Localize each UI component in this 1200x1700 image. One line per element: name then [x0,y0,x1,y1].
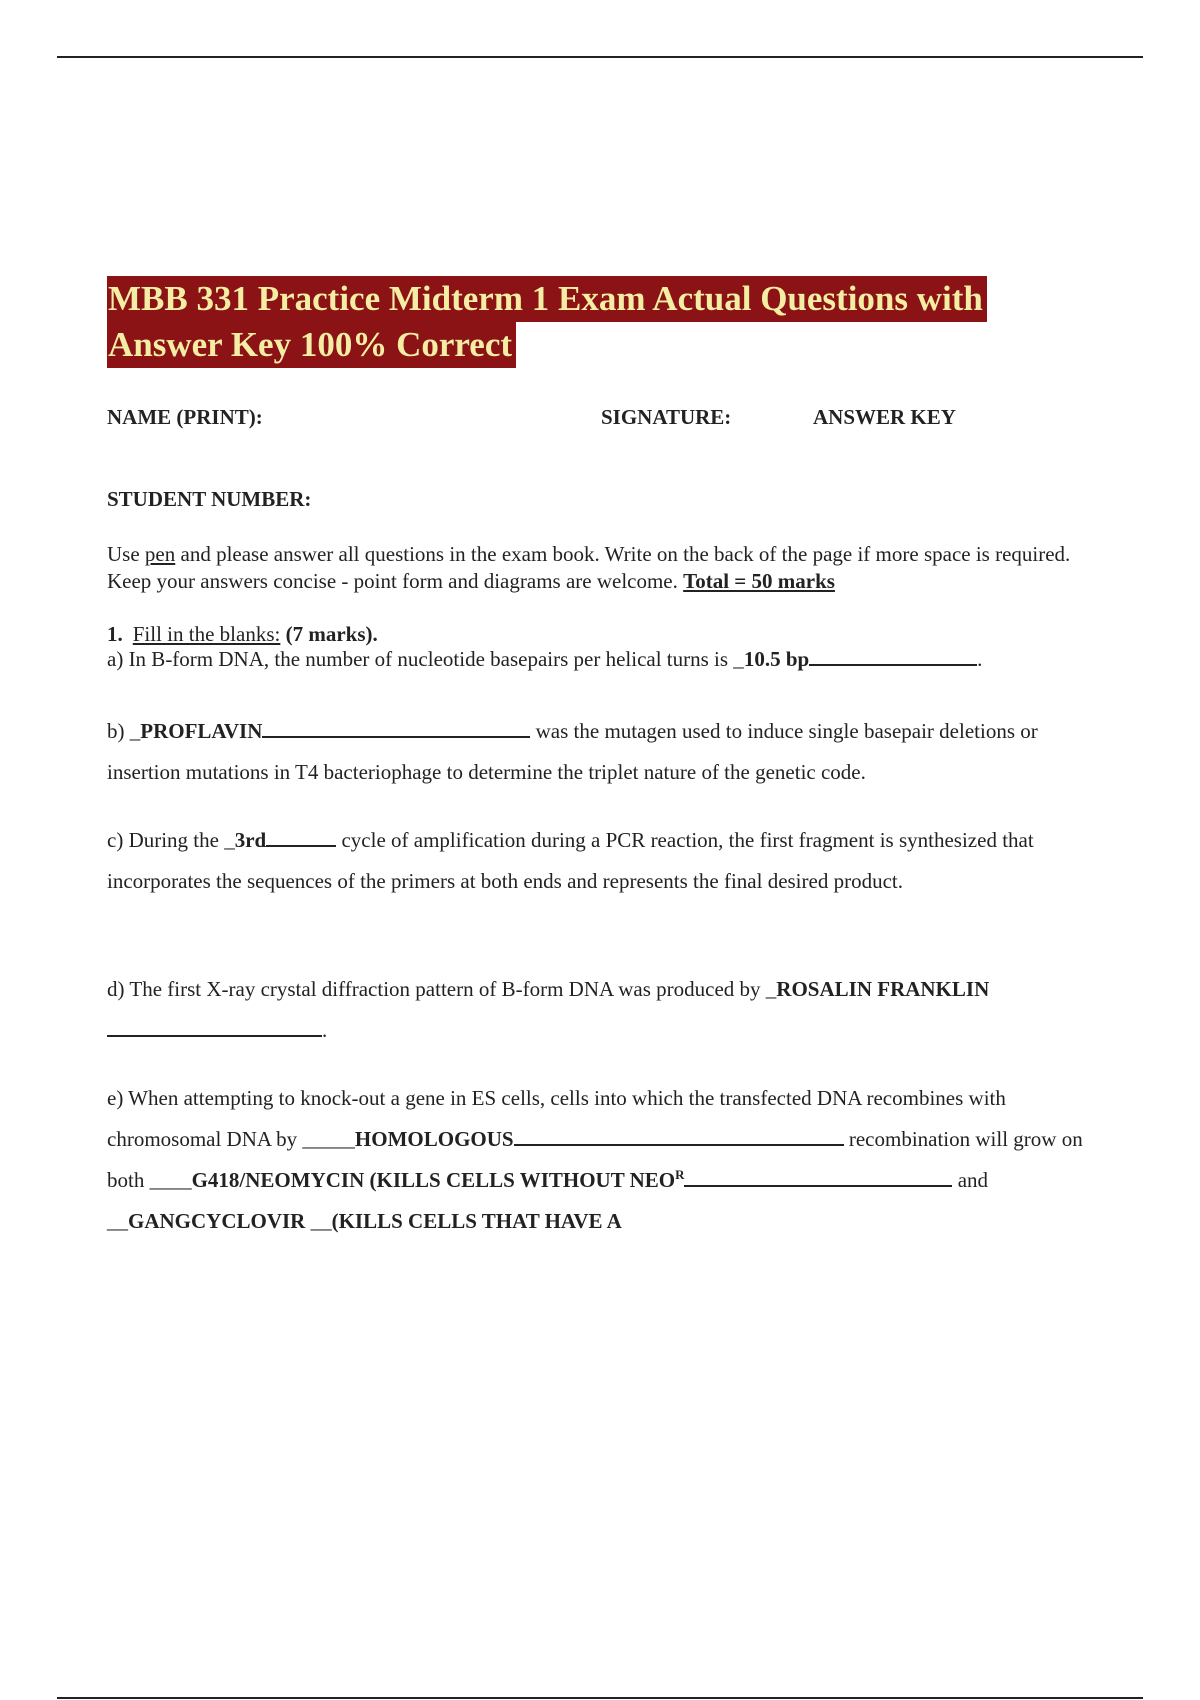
answer-key-label: ANSWER KEY [813,405,956,429]
question-marks: (7 marks). [285,622,378,646]
part-e-mid-3: __ [305,1209,332,1233]
part-e-answer-4: (KILLS CELLS THAT HAVE A [331,1209,622,1233]
part-e-answer-1: HOMOLOGOUS [354,1127,514,1151]
title-line-1: MBB 331 Practice Midterm 1 Exam Actual Questions with [107,276,987,322]
part-a-answer: 10.5 bp [743,647,810,671]
question-number: 1. [107,622,123,646]
part-e-answer-2: G418/NEOMYCIN (KILLS CELLS WITHOUT NEO [191,1168,676,1192]
bottom-rule [57,1697,1143,1699]
name-label: NAME (PRINT): [107,405,263,429]
part-d [107,969,1097,1051]
total-marks: Total = 50 marks [683,569,835,593]
student-number-label: STUDENT NUMBER: [107,487,312,511]
answer-blank [684,1165,952,1187]
part-e-answer-3: GANGCYCLOVIR [128,1209,306,1233]
answer-blank [809,644,977,666]
document-title [107,276,1057,368]
part-b-suffix: was the mutagen used to induce single basepair deletions or insertion mutations in T4 bacteriophage to determine the triplet nature of the genetic code. [107,719,1038,784]
instructions [107,541,1092,595]
question-heading: Fill in the blanks: [132,622,281,646]
part-b [107,711,1097,793]
part-d-answer: ROSALIN FRANKLIN [776,977,990,1001]
part-e-mid-1: recombination will grow on both ____ [107,1127,1083,1192]
top-rule [57,56,1143,58]
signature-label: SIGNATURE: [601,405,732,429]
answer-blank [514,1124,844,1146]
part-e-mid-2: and __ [107,1168,989,1233]
part-a [107,644,1097,674]
answer-blank [266,825,336,847]
part-e [107,1078,1097,1242]
part-d-prefix: d) The first X-ray crystal diffraction pattern of B-form DNA was produced by _ [107,977,777,1001]
part-a-suffix: . [977,647,983,671]
answer-blank [262,716,530,738]
answer-blank [107,1015,322,1037]
part-c-suffix: cycle of amplification during a PCR reaction, the first fragment is synthesized that incorporates the sequences of the primers at both ends and represents the final desired product. [107,828,1034,893]
part-e-prefix: e) When attempting to knock-out a gene in ES cells, cells into which the transfected DNA recombines with chromosomal DNA by _____ [107,1086,1006,1151]
part-c-answer: 3rd [234,828,267,852]
intro-text-a: Use [107,542,145,566]
intro-text-b: and please answer all questions in the exam book. Write on the back of the page if more space is required. Keep your answers concise - point form and diagrams are welcome. [107,542,1071,593]
intro-pen: pen [144,542,176,566]
part-d-suffix: . [322,1018,328,1042]
part-a-prefix: a) In B-form DNA, the number of nucleotide basepairs per helical turns is _ [107,647,744,671]
title-line-2: Answer Key 100% Correct [107,322,516,368]
part-e-superscript: R [675,1167,685,1182]
part-c [107,820,1097,902]
part-b-answer: PROFLAVIN [140,719,263,743]
part-c-prefix: c) During the _ [107,828,235,852]
part-b-prefix: b) _ [107,719,141,743]
